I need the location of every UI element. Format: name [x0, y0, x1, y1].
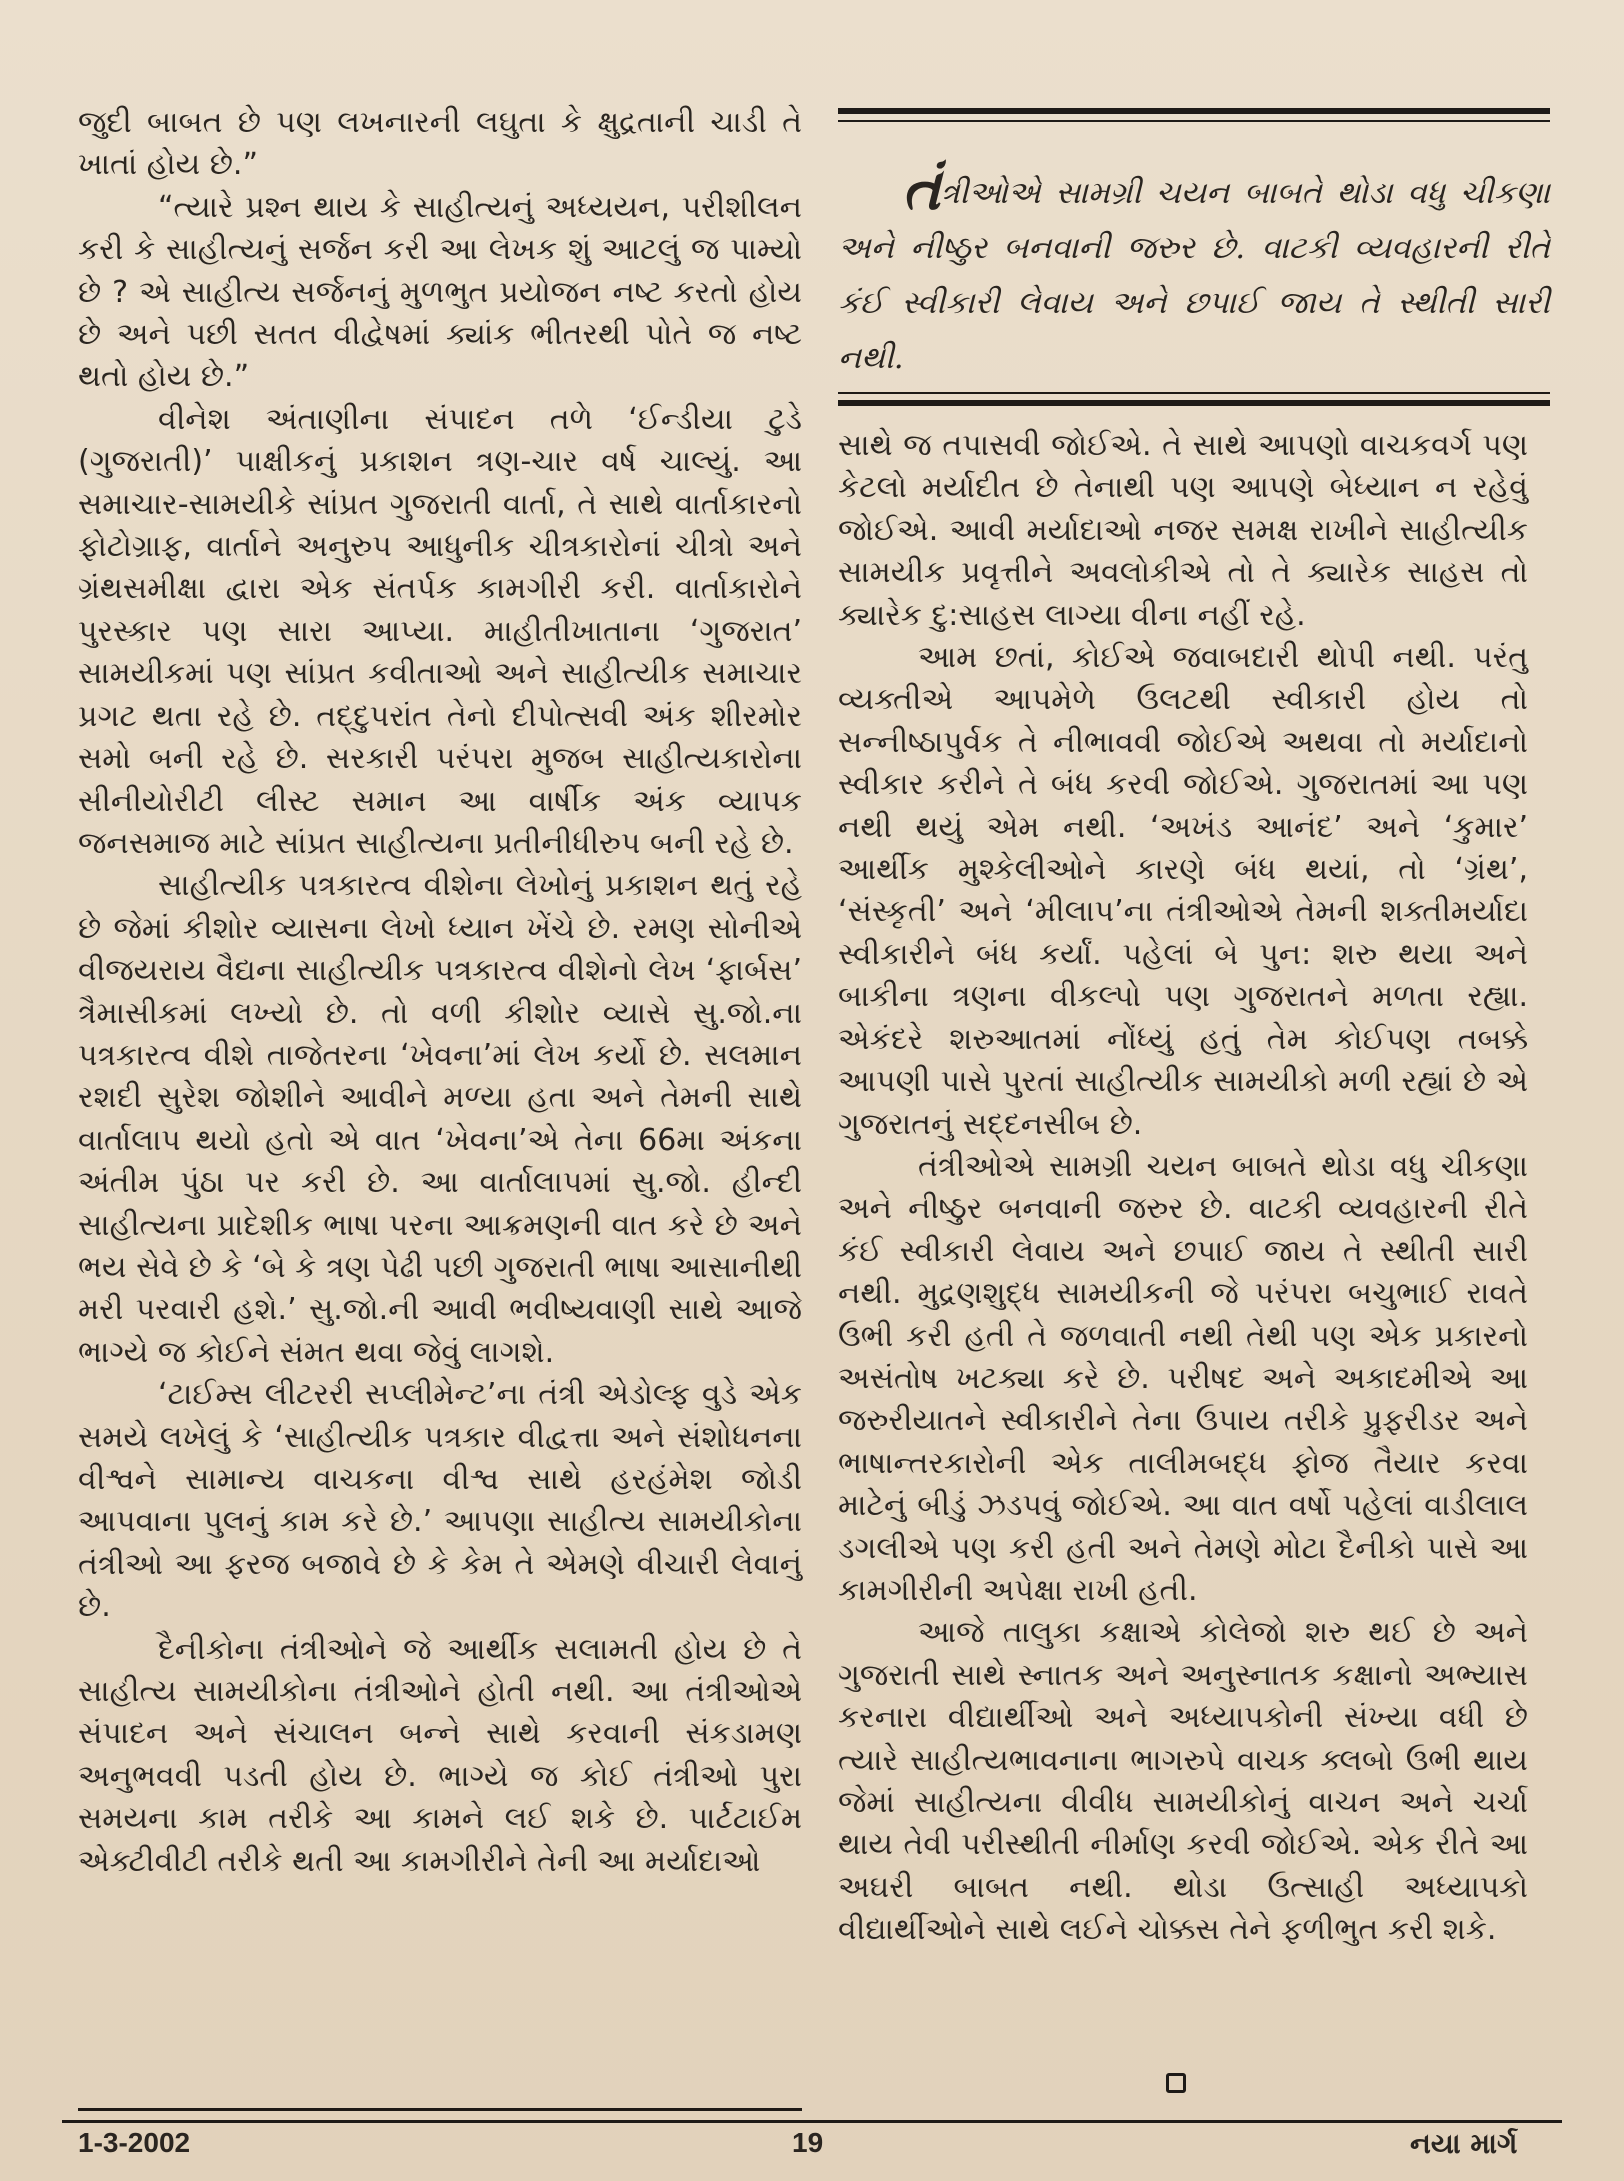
article-end-square-icon: [1166, 2073, 1186, 2093]
right-column: [838, 425, 1528, 1952]
right-paragraph-4: આજે તાલુકા કક્ષાએ કોલેજો શરુ થઈ છે અને ગુજરાતી સાથે સ્નાતક અને અનુસ્નાતક કક્ષાનો અભ્યાસ કરનારા વીદ્યાર્થીઓ અને અધ્યાપકોની સંખ્યા વધી છે ત્યારે સાહીત્યભાવનાના ભાગરુપે વાચક ક્લબો ઉભી થાય જેમાં સાહીત્યના વીવીધ સામયીકોનું વાચન અને ચર્ચા થાય તેવી પરીસ્થીતી નીર્માણ કરવી જોઈએ. એક રીતે આ અઘરી બાબત નથી. થોડા ઉત્સાહી અધ્યાપકો વીદ્યાર્થીઓને સાથે લઈને ચોક્કસ તેને ફળીભુત કરી શકે.: [838, 1615, 1528, 1948]
footer-rule: [62, 2120, 1562, 2123]
right-paragraph-1: સાથે જ તપાસવી જોઈએ. તે સાથે આપણો વાચકવર્ગ પણ કેટલો મર્યાદીત છે તેનાથી પણ આપણે બેધ્યાન ન રહેવું જોઈએ. આવી મર્યાદાઓ નજર સમક્ષ રાખીને સાહીત્યીક સામયીક પ્રવૃત્તીને અવલોકીએ તો તે ક્યારેક સાહસ તો ક્યારેક દુ:સાહસ લાગ્યા વીના નહીં રહે.: [838, 428, 1528, 633]
pull-quote: [838, 155, 1550, 386]
pull-quote-top-rule: [838, 108, 1550, 114]
left-paragraph-1: જુદી બાબત છે પણ લખનારની લઘુતા કે ક્ષુદ્રતાની ચાડી તે ખાતાં હોય છે.”: [78, 105, 802, 183]
left-paragraph-3: વીનેશ અંતાણીના સંપાદન તળે ‘ઈન્ડીયા ટુડે (ગુજરાતી)’ પાક્ષીકનું પ્રકાશન ત્રણ-ચાર વર્ષ ચાલ્યું. આ સમાચાર-સામયીકે સાંપ્રત ગુજરાતી વાર્તા, તે સાથે વાર્તાકારનો ફોટોગ્રાફ, વાર્તાને અનુરુપ આધુનીક ચીત્રકારોનાં ચીત્રો અને ગ્રંથસમીક્ષા દ્વારા એક સંતર્પક કામગીરી કરી. વાર્તાકારોને પુરસ્કાર પણ સારા આપ્યા. માહીતીખાતાના ‘ગુજરાત’ સામયીકમાં પણ સાંપ્રત કવીતાઓ અને સાહીત્યીક સમાચાર પ્રગટ થતા રહે છે. તદ્દુપરાંત તેનો દીપોત્સવી અંક શીરમોર સમો બની રહે છે. સરકારી પરંપરા મુજબ સાહીત્યકારોના સીનીયોરીટી લીસ્ટ સમાન આ વાર્ષીક અંક વ્યાપક જનસમાજ માટે સાંપ્રત સાહીત્યના પ્રતીનીધીરુપ બની રહે છે.: [78, 401, 802, 861]
left-paragraph-2: “ત્યારે પ્રશ્ન થાય કે સાહીત્યનું અધ્યયન, પરીશીલન કરી કે સાહીત્યનું સર્જન કરી આ લેખક શું આટલું જ પામ્યો છે ? એ સાહીત્ય સર્જનનું મુળભુત પ્રયોજન નષ્ટ કરતો હોય છે અને પછી સતત વીદ્વેષમાં ક્યાંક ભીતરથી પોતે જ નષ્ટ થતો હોય છે.”: [78, 189, 802, 395]
left-column: [78, 102, 802, 1883]
pull-quote-bottom-rule: [838, 400, 1550, 406]
pull-quote-dropcap: તં: [902, 155, 941, 223]
right-paragraph-2: આમ છતાં, કોઈએ જવાબદારી થોપી નથી. પરંતુ વ્યક્તીએ આપમેળે ઉલટથી સ્વીકારી હોય તો સન્નીષ્ઠાપુર્વક તે નીભાવવી જોઈએ અથવા તો મર્યાદાનો સ્વીકાર કરીને તે બંધ કરવી જોઈએ. ગુજરાતમાં આ પણ નથી થયું એમ નથી. ‘અખંડ આનંદ’ અને ‘કુમાર’ આર્થીક મુશ્કેલીઓને કારણે બંધ થયાં, તો ‘ગ્રંથ’, ‘સંસ્કૃતી’ અને ‘મીલાપ’ના તંત્રીઓએ તેમની શક્તીમર્યાદા સ્વીકારીને બંધ કર્યાં. પહેલાં બે પુન: શરુ થયા અને બાકીના ત્રણના વીકલ્પો પણ ગુજરાતને મળતા રહ્યા. એકંદરે શરુઆતમાં નોંધ્યું હતું તેમ કોઈપણ તબક્કે આપણી પાસે પુરતાં સાહીત્યીક સામયીકો મળી રહ્યાં છે એ ગુજરાતનું સદ્દનસીબ છે.: [838, 640, 1528, 1142]
pull-quote-top-thin-rule: [838, 120, 1550, 122]
pull-quote-text: ત્રીઓએ સામગ્રી ચયન બાબતે થોડા વધુ ચીકણા અને નીષ્ઠુર બનવાની જરુર છે. વાટકી વ્યવહારની રીતે કંઈ સ્વીકારી લેવાય અને છપાઈ જાય તે સ્થીતી સારી નથી.: [838, 175, 1550, 376]
left-paragraph-5: ‘ટાઈમ્સ લીટરરી સપ્લીમેન્ટ’ના તંત્રી એડોલ્ફ વુડે એક સમયે લખેલું કે ‘સાહીત્યીક પત્રકાર વીદ્વત્તા અને સંશોધનના વીશ્વને સામાન્ય વાચકના વીશ્વ સાથે હરહંમેશ જોડી આપવાના પુલનું કામ કરે છે.’ આપણા સાહીત્ય સામયીકોના તંત્રીઓ આ ફરજ બજાવે છે કે કેમ તે એમણે વીચારી લેવાનું છે.: [78, 1377, 802, 1625]
left-paragraph-4: સાહીત્યીક પત્રકારત્વ વીશેના લેખોનું પ્રકાશન થતું રહે છે જેમાં કીશોર વ્યાસના લેખો ધ્યાન ખેંચે છે. રમણ સોનીએ વીજયરાય વૈદ્યના સાહીત્યીક પત્રકારત્વ વીશેનો લેખ ‘ફાર્બસ’ ત્રૈમાસીકમાં લખ્યો છે. તો વળી કીશોર વ્યાસે સુ.જો.ના પત્રકારત્વ વીશે તાજેતરના ‘ખેવના’માં લેખ કર્યો છે. સલમાન રશદી સુરેશ જોશીને આવીને મળ્યા હતા અને તેમની સાથે વાર્તાલાપ થયો હતો એ વાત ‘ખેવના’એ તેના 66મા અંકના અંતીમ પુંઠા પર કરી છે. આ વાર્તાલાપમાં સુ.જો. હીન્દી સાહીત્યના પ્રાદેશીક ભાષા પરના આક્રમણની વાત કરે છે અને ભય સેવે છે કે ‘બે કે ત્રણ પેઢી પછી ગુજરાતી ભાષા આસાનીથી મરી પરવારી હશે.’ સુ.જો.ની આવી ભવીષ્યવાણી સાથે આજે ભાગ્યે જ કોઈને સંમત થવા જેવું લાગશે.: [78, 868, 802, 1370]
footer-magazine-name: નયા માર્ગ: [1410, 2127, 1518, 2160]
left-paragraph-6: દૈનીકોના તંત્રીઓને જે આર્થીક સલામતી હોય છે તે સાહીત્ય સામયીકોના તંત્રીઓને હોતી નથી. આ તંત્રીઓએ સંપાદન અને સંચાલન બન્ને સાથે કરવાની સંકડામણ અનુભવવી પડતી હોય છે. ભાગ્યે જ કોઈ તંત્રીઓ પુરા સમયના કામ તરીકે આ કામને લઈ શકે છે. પાર્ટટાઈમ એક્ટીવીટી તરીકે થતી આ કામગીરીને તેની આ મર્યાદાઓ: [78, 1631, 802, 1879]
right-paragraph-3: તંત્રીઓએ સામગ્રી ચયન બાબતે થોડા વધુ ચીકણા અને નીષ્ઠુર બનવાની જરુર છે. વાટકી વ્યવહારની રીતે કંઈ સ્વીકારી લેવાય અને છપાઈ જાય તે સ્થીતી સારી નથી. મુદ્રણશુદ્ધ સામયીકની જે પરંપરા બચુભાઈ રાવતે ઉભી કરી હતી તે જળવાતી નથી તેથી પણ એક પ્રકારનો અસંતોષ ખટક્યા કરે છે. પરીષદ અને અકાદમીએ આ જરુરીયાતને સ્વીકારીને તેના ઉપાય તરીકે પ્રુફરીડર અને ભાષાન્તરકારોની એક તાલીમબદ્ધ ફોજ તૈયાર કરવા માટેનું બીડું ઝડપવું જોઈએ. આ વાત વર્ષો પહેલાં વાડીલાલ ડગલીએ પણ કરી હતી અને તેમણે મોટા દૈનીકો પાસે આ કામગીરીની અપેક્ષા રાખી હતી.: [838, 1148, 1528, 1608]
footer-date: 1-3-2002: [78, 2127, 191, 2158]
pull-quote-bottom-thin-rule: [838, 392, 1550, 394]
footer-page-number: 19: [792, 2127, 824, 2158]
left-column-underline: [78, 2108, 802, 2111]
